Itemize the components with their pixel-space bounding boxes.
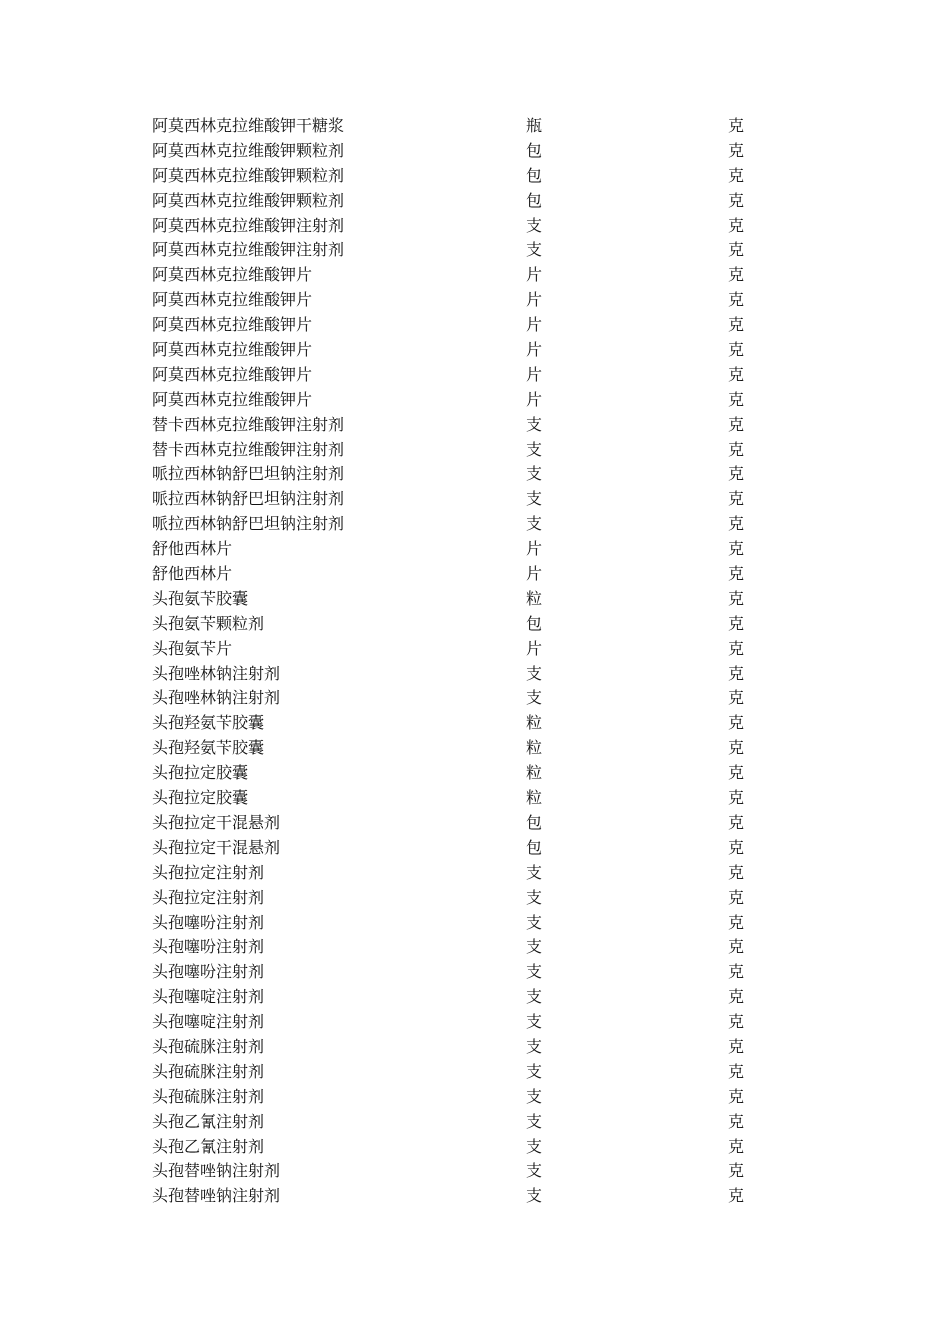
package-unit-cell: 支 <box>526 663 543 683</box>
drug-name-cell: 阿莫西林克拉维酸钾颗粒剂 <box>152 140 345 160</box>
package-unit-cell: 片 <box>526 564 543 584</box>
table-row <box>152 214 752 239</box>
package-unit-cell: 支 <box>526 1136 543 1156</box>
dose-unit-cell: 克 <box>728 663 745 683</box>
dose-unit-cell: 克 <box>728 140 745 160</box>
package-unit-cell: 片 <box>526 539 543 559</box>
table-row <box>152 686 752 711</box>
drug-name-cell: 头孢氨苄胶囊 <box>152 588 249 608</box>
drug-name-cell: 舒他西林片 <box>152 564 233 584</box>
dose-unit-cell: 克 <box>728 116 745 135</box>
drug-name-cell: 头孢噻吩注射剂 <box>152 937 265 957</box>
drug-name-cell: 头孢噻啶注射剂 <box>152 1012 265 1032</box>
drug-list-table <box>152 114 752 1209</box>
table-row <box>152 562 752 587</box>
drug-name-cell: 替卡西林克拉维酸钾注射剂 <box>152 414 345 434</box>
drug-name-cell: 头孢拉定胶囊 <box>152 788 249 808</box>
table-row <box>152 462 752 487</box>
drug-name-cell: 阿莫西林克拉维酸钾注射剂 <box>152 240 345 260</box>
package-unit-cell: 支 <box>526 1061 543 1081</box>
dose-unit-cell: 克 <box>728 1111 745 1131</box>
package-unit-cell: 粒 <box>526 588 543 608</box>
package-unit-cell: 支 <box>526 1186 543 1206</box>
package-unit-cell: 支 <box>526 215 543 235</box>
table-row <box>152 935 752 960</box>
drug-name-cell: 阿莫西林克拉维酸钾片 <box>152 290 313 310</box>
package-unit-cell: 包 <box>526 837 543 857</box>
drug-name-cell: 头孢替唑钠注射剂 <box>152 1161 281 1181</box>
table-row <box>152 313 752 338</box>
package-unit-cell: 支 <box>526 1012 543 1032</box>
table-row <box>152 985 752 1010</box>
table-row <box>152 1110 752 1135</box>
package-unit-cell: 支 <box>526 414 543 434</box>
dose-unit-cell: 克 <box>728 215 745 235</box>
package-unit-cell: 片 <box>526 290 543 310</box>
package-unit-cell: 支 <box>526 862 543 882</box>
dose-unit-cell: 克 <box>728 165 745 185</box>
package-unit-cell: 粒 <box>526 763 543 783</box>
dose-unit-cell: 克 <box>728 190 745 210</box>
drug-name-cell: 阿莫西林克拉维酸钾片 <box>152 389 313 409</box>
dose-unit-cell: 克 <box>728 1061 745 1081</box>
dose-unit-cell: 克 <box>728 1186 745 1206</box>
dose-unit-cell: 克 <box>728 862 745 882</box>
package-unit-cell: 片 <box>526 638 543 658</box>
dose-unit-cell: 克 <box>728 1012 745 1032</box>
table-row <box>152 911 752 936</box>
dose-unit-cell: 克 <box>728 588 745 608</box>
package-unit-cell: 支 <box>526 240 543 260</box>
table-row <box>152 1060 752 1085</box>
package-unit-cell: 支 <box>526 439 543 459</box>
drug-name-cell: 头孢硫脒注射剂 <box>152 1086 265 1106</box>
package-unit-cell: 包 <box>526 613 543 633</box>
table-row <box>152 1135 752 1160</box>
package-unit-cell: 片 <box>526 340 543 360</box>
dose-unit-cell: 克 <box>728 414 745 434</box>
drug-name-cell: 舒他西林片 <box>152 539 233 559</box>
package-unit-cell: 支 <box>526 1111 543 1131</box>
drug-name-cell: 阿莫西林克拉维酸钾片 <box>152 340 313 360</box>
drug-name-cell: 头孢拉定干混悬剂 <box>152 812 281 832</box>
table-row <box>152 761 752 786</box>
package-unit-cell: 包 <box>526 165 543 185</box>
table-row <box>152 1085 752 1110</box>
drug-name-cell: 头孢羟氨苄胶囊 <box>152 738 265 758</box>
dose-unit-cell: 克 <box>728 638 745 658</box>
drug-name-cell: 阿莫西林克拉维酸钾片 <box>152 315 313 335</box>
package-unit-cell: 支 <box>526 1161 543 1181</box>
table-row <box>152 413 752 438</box>
drug-name-cell: 阿莫西林克拉维酸钾片 <box>152 265 313 285</box>
drug-name-cell: 头孢噻吩注射剂 <box>152 912 265 932</box>
dose-unit-cell: 克 <box>728 788 745 808</box>
package-unit-cell: 支 <box>526 912 543 932</box>
dose-unit-cell: 克 <box>728 514 745 534</box>
drug-name-cell: 头孢羟氨苄胶囊 <box>152 713 265 733</box>
table-row <box>152 238 752 263</box>
drug-name-cell: 头孢唑林钠注射剂 <box>152 688 281 708</box>
drug-name-cell: 阿莫西林克拉维酸钾颗粒剂 <box>152 190 345 210</box>
drug-name-cell: 头孢硫脒注射剂 <box>152 1036 265 1056</box>
package-unit-cell: 包 <box>526 190 543 210</box>
drug-name-cell: 头孢替唑钠注射剂 <box>152 1186 281 1206</box>
table-row <box>152 662 752 687</box>
drug-name-cell: 头孢拉定注射剂 <box>152 862 265 882</box>
dose-unit-cell: 克 <box>728 987 745 1007</box>
table-row <box>152 512 752 537</box>
package-unit-cell: 瓶 <box>526 116 543 135</box>
package-unit-cell: 包 <box>526 140 543 160</box>
drug-name-cell: 头孢乙氰注射剂 <box>152 1136 265 1156</box>
table-row <box>152 114 752 139</box>
table-row <box>152 786 752 811</box>
dose-unit-cell: 克 <box>728 763 745 783</box>
dose-unit-cell: 克 <box>728 613 745 633</box>
table-row <box>152 612 752 637</box>
table-row <box>152 537 752 562</box>
dose-unit-cell: 克 <box>728 962 745 982</box>
dose-unit-cell: 克 <box>728 912 745 932</box>
table-row <box>152 1184 752 1209</box>
drug-name-cell: 阿莫西林克拉维酸钾干糖浆 <box>152 116 345 135</box>
table-row <box>152 288 752 313</box>
dose-unit-cell: 克 <box>728 315 745 335</box>
dose-unit-cell: 克 <box>728 1036 745 1056</box>
table-row <box>152 487 752 512</box>
dose-unit-cell: 克 <box>728 812 745 832</box>
table-row <box>152 139 752 164</box>
dose-unit-cell: 克 <box>728 1161 745 1181</box>
drug-name-cell: 阿莫西林克拉维酸钾片 <box>152 364 313 384</box>
drug-name-cell: 头孢拉定干混悬剂 <box>152 837 281 857</box>
table-row <box>152 164 752 189</box>
table-row <box>152 811 752 836</box>
table-row <box>152 388 752 413</box>
drug-name-cell: 头孢噻啶注射剂 <box>152 987 265 1007</box>
dose-unit-cell: 克 <box>728 489 745 509</box>
table-row <box>152 438 752 463</box>
dose-unit-cell: 克 <box>728 564 745 584</box>
package-unit-cell: 支 <box>526 688 543 708</box>
table-row <box>152 886 752 911</box>
drug-name-cell: 哌拉西林钠舒巴坦钠注射剂 <box>152 514 345 534</box>
table-row <box>152 263 752 288</box>
dose-unit-cell: 克 <box>728 1136 745 1156</box>
table-row <box>152 637 752 662</box>
dose-unit-cell: 克 <box>728 389 745 409</box>
table-row <box>152 736 752 761</box>
dose-unit-cell: 克 <box>728 713 745 733</box>
table-row <box>152 836 752 861</box>
drug-name-cell: 头孢拉定注射剂 <box>152 887 265 907</box>
drug-name-cell: 阿莫西林克拉维酸钾颗粒剂 <box>152 165 345 185</box>
drug-name-cell: 哌拉西林钠舒巴坦钠注射剂 <box>152 464 345 484</box>
package-unit-cell: 支 <box>526 962 543 982</box>
package-unit-cell: 支 <box>526 489 543 509</box>
table-row <box>152 1159 752 1184</box>
table-row <box>152 189 752 214</box>
table-row <box>152 960 752 985</box>
dose-unit-cell: 克 <box>728 937 745 957</box>
package-unit-cell: 包 <box>526 812 543 832</box>
drug-name-cell: 替卡西林克拉维酸钾注射剂 <box>152 439 345 459</box>
package-unit-cell: 片 <box>526 265 543 285</box>
drug-name-cell: 阿莫西林克拉维酸钾注射剂 <box>152 215 345 235</box>
drug-name-cell: 哌拉西林钠舒巴坦钠注射剂 <box>152 489 345 509</box>
dose-unit-cell: 克 <box>728 738 745 758</box>
dose-unit-cell: 克 <box>728 539 745 559</box>
table-row <box>152 861 752 886</box>
package-unit-cell: 支 <box>526 464 543 484</box>
package-unit-cell: 粒 <box>526 738 543 758</box>
drug-name-cell: 头孢噻吩注射剂 <box>152 962 265 982</box>
package-unit-cell: 片 <box>526 389 543 409</box>
drug-name-cell: 头孢拉定胶囊 <box>152 763 249 783</box>
drug-name-cell: 头孢乙氰注射剂 <box>152 1111 265 1131</box>
dose-unit-cell: 克 <box>728 265 745 285</box>
table-row <box>152 363 752 388</box>
dose-unit-cell: 克 <box>728 240 745 260</box>
dose-unit-cell: 克 <box>728 290 745 310</box>
package-unit-cell: 片 <box>526 364 543 384</box>
table-row <box>152 711 752 736</box>
table-row <box>152 1035 752 1060</box>
package-unit-cell: 粒 <box>526 713 543 733</box>
dose-unit-cell: 克 <box>728 1086 745 1106</box>
table-row <box>152 587 752 612</box>
drug-name-cell: 头孢氨苄片 <box>152 638 233 658</box>
package-unit-cell: 支 <box>526 1036 543 1056</box>
dose-unit-cell: 克 <box>728 340 745 360</box>
package-unit-cell: 支 <box>526 1086 543 1106</box>
dose-unit-cell: 克 <box>728 688 745 708</box>
package-unit-cell: 支 <box>526 514 543 534</box>
package-unit-cell: 支 <box>526 987 543 1007</box>
drug-name-cell: 头孢氨苄颗粒剂 <box>152 613 265 633</box>
drug-name-cell: 头孢唑林钠注射剂 <box>152 663 281 683</box>
dose-unit-cell: 克 <box>728 439 745 459</box>
package-unit-cell: 支 <box>526 887 543 907</box>
dose-unit-cell: 克 <box>728 464 745 484</box>
table-row <box>152 1010 752 1035</box>
dose-unit-cell: 克 <box>728 837 745 857</box>
package-unit-cell: 支 <box>526 937 543 957</box>
drug-name-cell: 头孢硫脒注射剂 <box>152 1061 265 1081</box>
table-row <box>152 338 752 363</box>
package-unit-cell: 粒 <box>526 788 543 808</box>
package-unit-cell: 片 <box>526 315 543 335</box>
dose-unit-cell: 克 <box>728 887 745 907</box>
dose-unit-cell: 克 <box>728 364 745 384</box>
